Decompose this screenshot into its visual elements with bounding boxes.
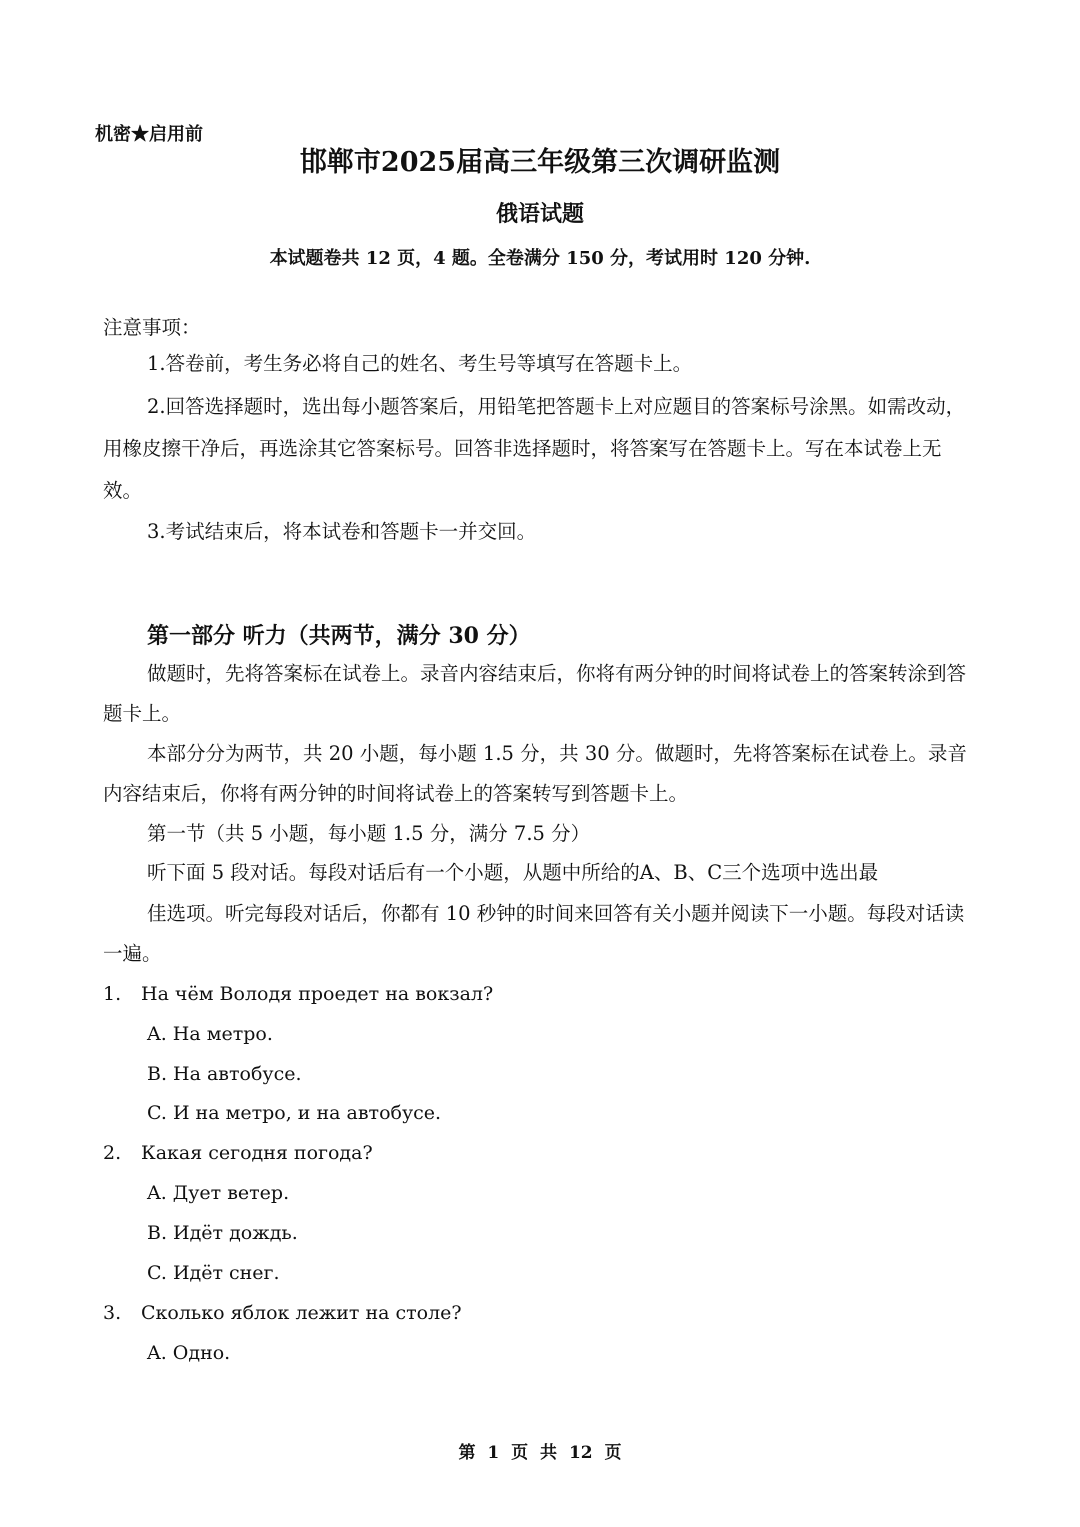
question-option: B. На автобусе.	[147, 1063, 302, 1085]
notice-item-1: 1.答卷前，考生务必将自己的姓名、考生号等填写在答题卡上。	[147, 352, 693, 375]
confidential-mark: 机密★启用前	[95, 124, 203, 145]
part-one-paragraph-1: 做题时，先将答案标在试卷上。录音内容结束后，你将有两分钟的时间将试卷上的答案转涂到答题卡上。	[103, 662, 967, 725]
question-option: C. И на метро, и на автобусе.	[147, 1102, 442, 1124]
question-text: На чём Володя проедет на вокзал?	[141, 983, 494, 1005]
exam-subject: 俄语试题	[495, 201, 584, 227]
exam-info: 本试题卷共 12 页，4 题。全卷满分 150 分，考试用时 120 分钟.	[269, 248, 811, 269]
question-number: 1.	[103, 983, 122, 1005]
question-option: C. Идёт снег.	[147, 1262, 280, 1284]
part-one-title: 第一部分 听力（共两节，满分 30 分）	[147, 623, 531, 649]
section-one-heading: 第一节（共 5 小题，每小题 1.5 分，满分 7.5 分）	[147, 822, 591, 845]
part-one-paragraph-2: 本部分分为两节，共 20 小题，每小题 1.5 分，共 30 分。做题时，先将答案标在试卷上。录音内容结束后，你将有两分钟的时间将试卷上的答案转写到答题卡上。	[103, 742, 967, 805]
page-footer: 第 1 页 共 12 页	[458, 1443, 622, 1463]
question-number: 2.	[103, 1142, 122, 1164]
question-option: A. На метро.	[147, 1023, 273, 1045]
notice-item-2: 2.回答选择题时，选出每小题答案后，用铅笔把答题卡上对应题目的答案标号涂黑。如需改动，用橡皮擦干净后，再选涂其它答案标号。回答非选择题时，将答案写在答题卡上。写在本试卷上无效。	[103, 395, 966, 502]
page-title: 邯郸市2025届高三年级第三次调研监测	[299, 147, 781, 178]
question-option: A. Дует ветер.	[147, 1182, 290, 1204]
question-text: Какая сегодня погода?	[141, 1142, 373, 1164]
section-one-instructions-line-1: 听下面 5 段对话。每段对话后有一个小题，从题中所给的A、B、C三个选项中选出最	[147, 861, 879, 884]
question-option: B. Идёт дождь.	[147, 1222, 298, 1244]
notice-item-3: 3.考试结束后，将本试卷和答题卡一并交回。	[147, 520, 537, 543]
question-text: Сколько яблок лежит на столе?	[141, 1302, 462, 1324]
section-one-instructions-line-2: 佳选项。听完每段对话后，你都有 10 秒钟的时间来回答有关小题并阅读下一小题。每段对话读一遍。	[103, 902, 965, 965]
notice-heading: 注意事项：	[103, 316, 201, 339]
question-number: 3.	[103, 1302, 122, 1324]
question-option: A. Одно.	[147, 1342, 231, 1364]
